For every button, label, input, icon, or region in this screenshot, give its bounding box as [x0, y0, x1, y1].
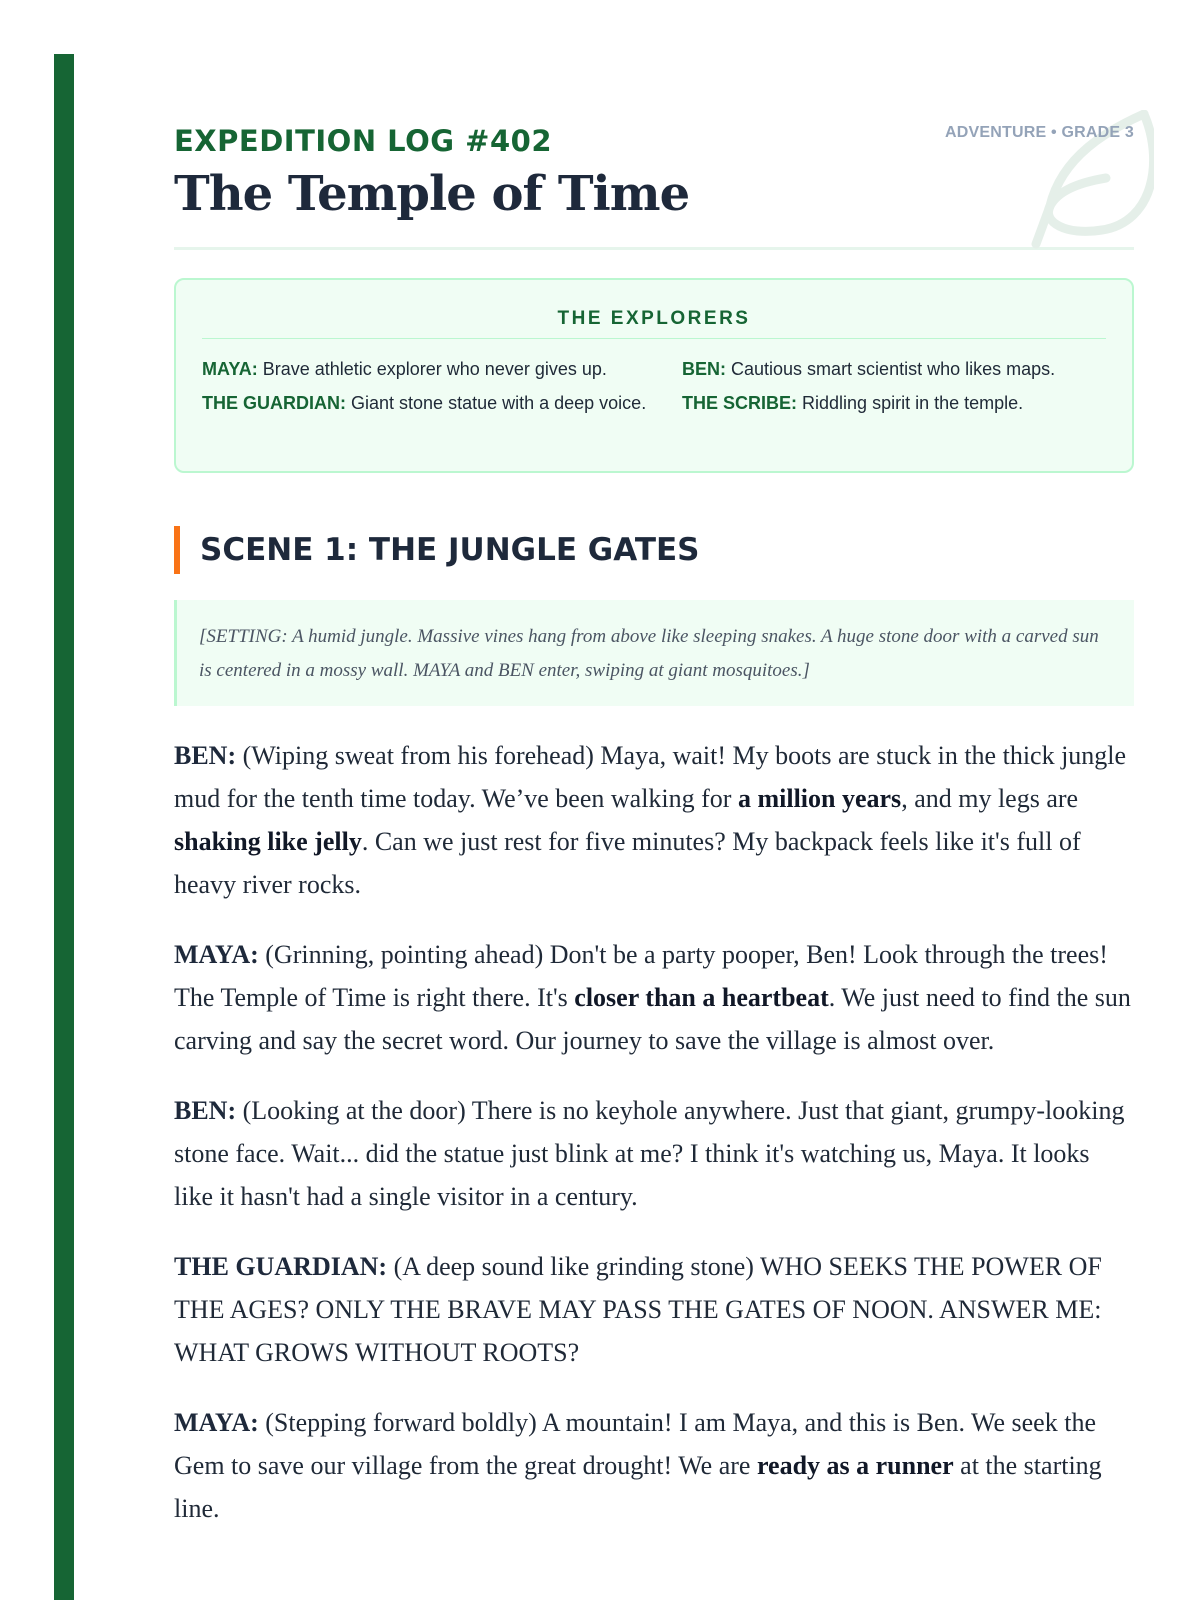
dialogue-text: (Grinning, pointing ahead) Don't be a party pooper, Ben! Look through the trees! The Temple of Time is right there. It's: [174, 940, 1108, 1012]
dialogue-line: [174, 933, 1134, 1062]
dialogue-section: [174, 734, 1134, 1557]
cast-item-guardian: [202, 389, 682, 417]
dialogue-text: . Can we just rest for five minutes? My backpack feels like it's full of heavy river rocks.: [174, 827, 1081, 899]
dialogue-text: (Looking at the door) There is no keyhole anywhere. Just that giant, grumpy-looking stone face. Wait... did the statue just blink at me? I think it's watching us, Maya. It looks like it hasn't had a single visitor in a century.: [174, 1096, 1125, 1211]
emphasis-text: shaking like jelly: [174, 827, 362, 856]
genre-grade-label: ADVENTURE • GRADE 3: [945, 124, 1134, 141]
emphasis-text: a million years: [737, 784, 902, 813]
document-header: [174, 118, 1134, 250]
document-page: [174, 0, 1134, 1600]
stage-direction-setting: [SETTING: A humid jungle. Massive vines hang from above like sleeping snakes. A huge stone door with a carved sun is centered in a mossy wall. MAYA and BEN enter, swiping at giant mosquitoes.]: [174, 600, 1134, 706]
dialogue-text: , and my legs are: [901, 784, 1079, 813]
dialogue-text: (A deep sound like grinding stone) WHO SEEKS THE POWER OF THE AGES? ONLY THE BRAVE MAY PASS THE GATES OF NOON. ANSWER ME: WHAT GROWS WITHOUT ROOTS?: [174, 1252, 1102, 1367]
cast-description: Brave athletic explorer who never gives up.: [262, 359, 607, 379]
dialogue-text: at the starting line.: [174, 1451, 1102, 1523]
dialogue-line: [174, 1089, 1134, 1218]
cast-list: [202, 355, 1106, 417]
cast-item-scribe: [682, 389, 1112, 417]
explorers-box: [174, 278, 1134, 473]
cast-name: BEN:: [682, 359, 726, 379]
speaker-name: THE GUARDIAN:: [174, 1252, 388, 1281]
explorers-heading: THE EXPLORERS: [202, 308, 1106, 339]
cast-description: Riddling spirit in the temple.: [802, 393, 1024, 413]
cast-item-ben: [682, 355, 1112, 383]
cast-name: MAYA:: [202, 359, 258, 379]
dialogue-text: (Stepping forward boldly) A mountain! I am Maya, and this is Ben. We seek the Gem to save our village from the great drought! We are: [174, 1408, 1096, 1480]
speaker-name: MAYA:: [174, 940, 259, 969]
emphasis-text: ready as a runner: [756, 1451, 954, 1480]
left-accent-bar: [54, 54, 74, 1600]
dialogue-text: . We just need to find the sun carving and say the secret word. Our journey to save the village is almost over.: [174, 983, 1131, 1055]
expedition-log-label: EXPEDITION LOG #402: [174, 124, 553, 158]
page-title: The Temple of Time: [174, 166, 690, 222]
scene-heading: SCENE 1: THE JUNGLE GATES: [174, 526, 699, 574]
cast-item-maya: [202, 355, 682, 383]
dialogue-line: [174, 734, 1134, 906]
dialogue-line: [174, 1401, 1134, 1530]
cast-name: THE GUARDIAN:: [202, 393, 346, 413]
dialogue-line: [174, 1245, 1134, 1374]
speaker-name: BEN:: [174, 1096, 237, 1125]
cast-description: Giant stone statue with a deep voice.: [351, 393, 647, 413]
cast-name: THE SCRIBE:: [682, 393, 798, 413]
emphasis-text: closer than a heartbeat: [574, 983, 829, 1012]
speaker-name: BEN:: [174, 741, 237, 770]
cast-description: Cautious smart scientist who likes maps.: [731, 359, 1056, 379]
speaker-name: MAYA:: [174, 1408, 259, 1437]
dialogue-text: (Wiping sweat from his forehead) Maya, wait! My boots are stuck in the thick jungle mud for the tenth time today. We’ve been walking for: [174, 741, 1127, 813]
